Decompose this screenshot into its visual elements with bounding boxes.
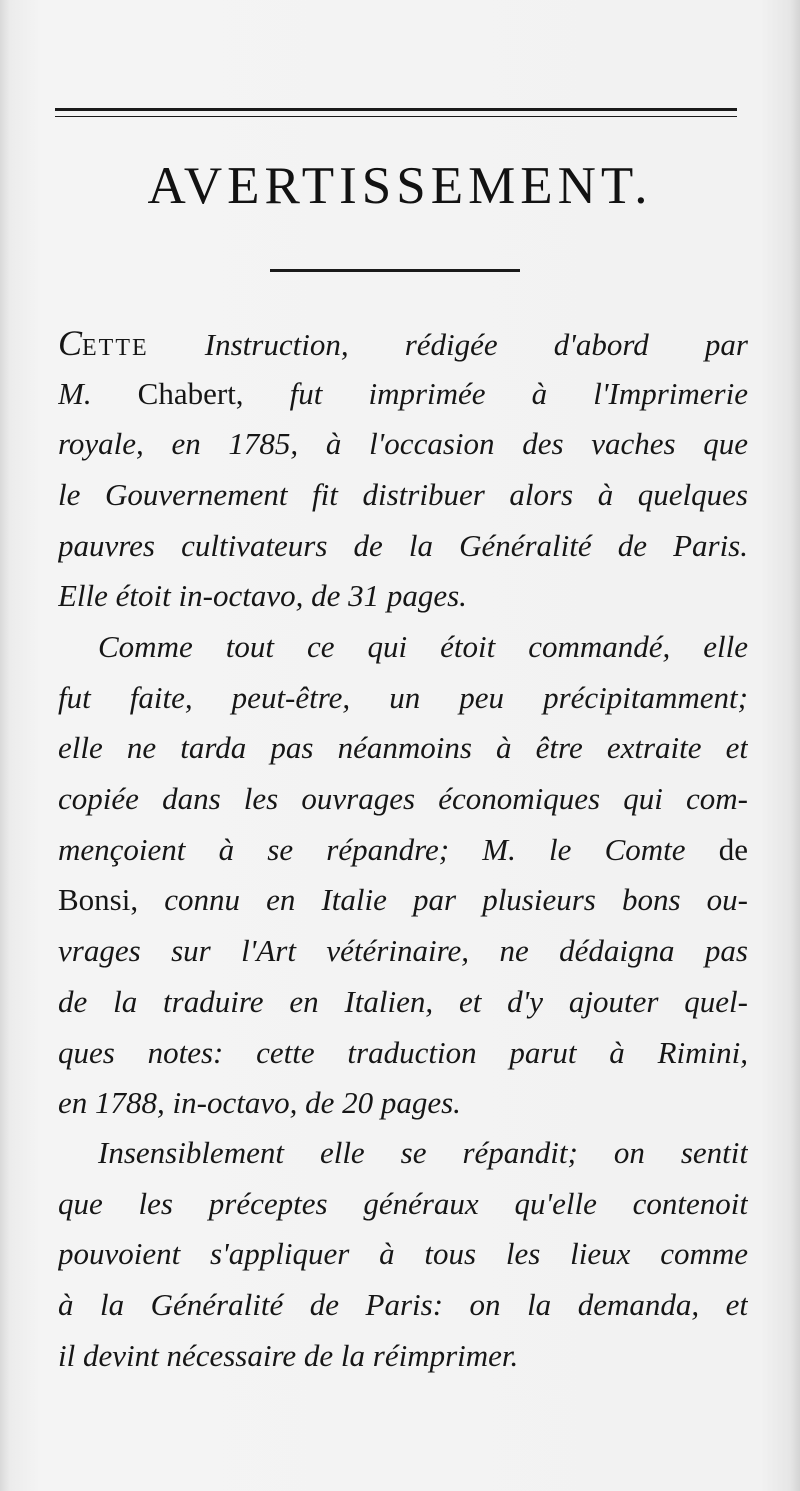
text-line [58,825,748,876]
roman-word: de [685,831,748,867]
header-double-rule [55,108,737,120]
text-line: à la Généralité de Paris: on la demanda, et [58,1287,748,1323]
text-line: royale, en 1785, à l'occasion des vaches que [58,426,748,462]
text-line: Elle étoit in-octavo, de 31 pages. [58,578,467,614]
text-line: il devint nécessaire de la réimprimer. [58,1337,519,1373]
page-title: AVERTISSEMENT. [147,157,653,215]
header-rule-thick [55,108,737,111]
paragraph-2 [58,622,748,1129]
title-underline-rule [270,269,520,272]
header-rule-thin [55,116,737,117]
text-line: que les préceptes généraux qu'elle contenoit [58,1185,748,1221]
text-line: pouvoient s'appliquer à tous les lieux comme [58,1236,748,1272]
author-name: Chabert, [91,375,244,411]
text-line: copiée dans les ouvrages économiques qui com- [58,781,748,817]
text-line [58,875,748,926]
text-line: en 1788, in-octavo, de 20 pages. [58,1085,461,1121]
text-line: vrages sur l'Art vétérinaire, ne dédaigna pas [58,933,748,969]
line-text: connu en Italie par plusieurs bons ou- [138,882,748,918]
paragraph-3 [58,1128,748,1381]
roman-name: Bonsi, [58,882,139,918]
text-line: ques notes: cette traduction parut à Rimini, [58,1034,748,1070]
text-line: fut faite, peut-être, un peu précipitamment; [58,679,748,715]
line-text: fut imprimée à l'Imprimerie [243,375,748,411]
paragraph-1 [58,318,748,622]
small-caps-word: ETTE [82,335,149,361]
text-line: Insensiblement elle se répandit; on sentit [98,1135,748,1170]
text-line [58,318,748,369]
drop-cap: C [58,323,83,363]
text-line: de la traduire en Italien, et d'y ajouter quel- [58,983,748,1019]
text-line [58,369,748,420]
line-text: Instruction, rédigée d'abord par [148,327,748,362]
line-text: mençoient à se répandre; M. le Comte [58,831,686,867]
text-line: le Gouvernement fit distribuer alors à quelques [58,477,748,513]
text-line: pauvres cultivateurs de la Généralité de Paris. [58,527,748,563]
text-line: Comme tout ce qui étoit commandé, elle [98,629,748,664]
line-text: M. [58,375,92,411]
text-line: elle ne tarda pas néanmoins à être extraite et [58,730,748,766]
